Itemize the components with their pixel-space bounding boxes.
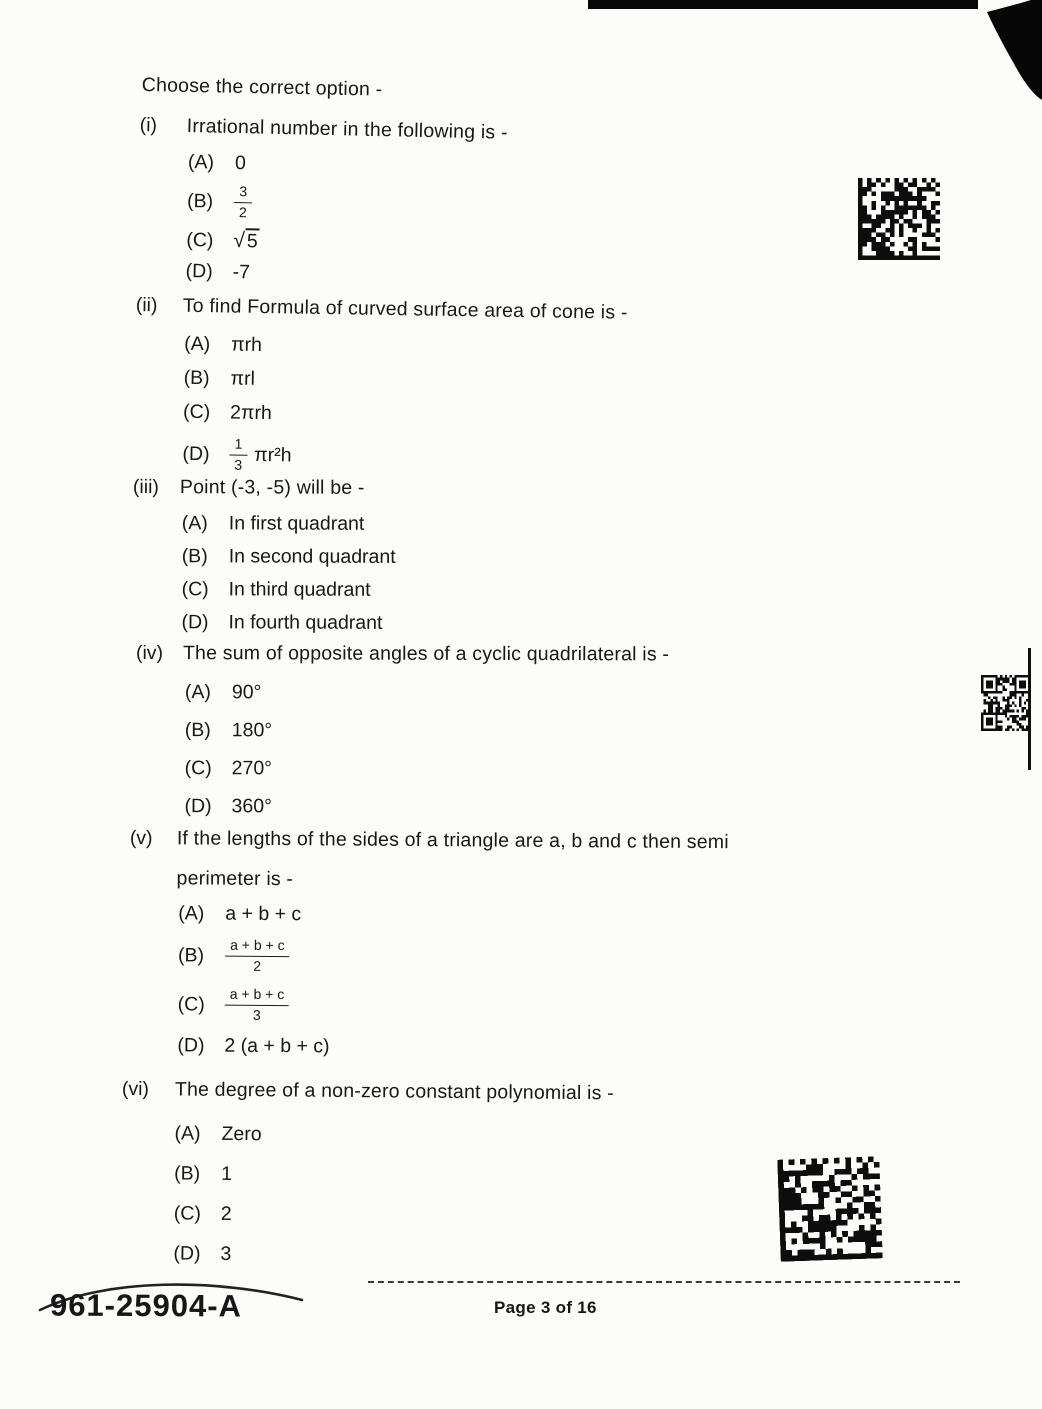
option-row <box>183 399 626 433</box>
option-text: In first quadrant <box>228 512 365 535</box>
option-row <box>174 1120 613 1151</box>
option-row <box>174 1160 613 1191</box>
question-number: (ii) <box>135 293 158 317</box>
question-text-line2: perimeter is - <box>176 867 294 891</box>
fraction-numerator: a + b + c <box>225 937 290 957</box>
radical-sign: √ <box>233 228 246 253</box>
fraction-denominator: 2 <box>238 203 247 220</box>
option-text: 90° <box>231 681 262 704</box>
option-label: (D) <box>177 1034 205 1057</box>
option-row <box>173 1240 612 1271</box>
option-row <box>185 679 669 707</box>
option-row <box>185 258 505 292</box>
question-iv <box>136 640 670 821</box>
option-text: πrh <box>231 333 263 356</box>
option-row <box>178 983 728 1029</box>
question-text: The degree of a non-zero constant polynomial is - <box>174 1078 615 1105</box>
datamatrix-barcode-top <box>858 178 940 260</box>
question-number: (v) <box>129 826 153 850</box>
page-number-label: Page 3 of 16 <box>494 1298 597 1317</box>
option-label: (A) <box>187 151 215 174</box>
option-label: (C) <box>182 400 211 424</box>
option-label: (B) <box>174 1162 201 1185</box>
option-label: (B) <box>183 366 210 390</box>
options-list <box>120 1120 613 1271</box>
option-text: In third quadrant <box>228 578 371 601</box>
option-label: (B) <box>181 545 208 568</box>
fraction-denominator: 3 <box>252 1006 261 1023</box>
radicand: 5 <box>245 228 260 252</box>
question-number: (vi) <box>121 1077 150 1101</box>
option-text: 360° <box>231 795 272 818</box>
option-row <box>182 510 396 538</box>
option-text: 180° <box>231 719 273 742</box>
question-text: Irrational number in the following is - <box>186 114 508 144</box>
question-v <box>128 818 729 1063</box>
question-text <box>176 818 728 902</box>
option-row <box>181 609 395 637</box>
option-label: (B) <box>186 189 214 213</box>
question-text-line1: If the lengths of the sides of a triangle are a, b and c then semi <box>176 827 729 854</box>
option-text: In fourth quadrant <box>228 611 383 634</box>
option-label: (A) <box>184 332 211 356</box>
option-row <box>182 576 396 604</box>
footer-dashed-separator <box>368 1281 960 1283</box>
option-text: 0 <box>234 152 247 175</box>
options-list <box>136 148 507 292</box>
datamatrix-barcode-bottom <box>777 1156 882 1261</box>
fraction <box>225 935 290 977</box>
option-row <box>185 755 669 783</box>
option-row <box>186 226 506 261</box>
options-list <box>136 679 670 821</box>
option-label: (C) <box>177 992 205 1016</box>
option-label: (D) <box>185 259 213 283</box>
option-row <box>185 717 669 745</box>
option-label: (A) <box>184 681 211 704</box>
option-text: 270° <box>231 757 273 780</box>
option-label: (A) <box>181 512 208 535</box>
option-text: πr²h <box>254 443 292 466</box>
option-row <box>187 180 507 229</box>
option-text: Zero <box>221 1122 262 1146</box>
option-label: (C) <box>184 757 212 780</box>
option-row <box>182 543 396 571</box>
fraction-denominator: 2 <box>253 957 262 974</box>
option-label: (D) <box>173 1242 201 1265</box>
option-label: (C) <box>181 578 209 601</box>
options-list <box>132 510 395 637</box>
question-number: (iv) <box>135 642 164 665</box>
question-vi <box>120 1076 614 1271</box>
option-text: -7 <box>232 260 251 284</box>
option-label: (B) <box>177 943 205 967</box>
option-label: (B) <box>184 719 211 742</box>
option-row <box>188 149 508 183</box>
fraction-numerator: 3 <box>234 183 252 203</box>
option-label: (D) <box>182 442 210 465</box>
option-label: (C) <box>186 228 214 252</box>
option-row <box>174 1200 613 1231</box>
question-text: Point (-3, -5) will be - <box>179 476 365 499</box>
option-label: (D) <box>181 611 209 634</box>
option-text: πrl <box>230 367 256 390</box>
options-list <box>128 900 728 1063</box>
question-i <box>136 112 508 292</box>
question-number: (iii) <box>132 476 159 499</box>
option-label: (A) <box>174 1122 201 1145</box>
option-row <box>184 331 627 365</box>
option-text: In second quadrant <box>228 545 396 568</box>
option-row <box>178 900 728 931</box>
option-text: 1 <box>221 1162 233 1185</box>
options-list <box>133 330 627 482</box>
fraction-numerator: a + b + c <box>225 986 290 1006</box>
question-ii <box>133 292 628 482</box>
fraction-denominator: 3 <box>234 456 243 473</box>
option-row <box>183 365 626 399</box>
fraction-numerator: 1 <box>229 435 247 455</box>
option-text: a + b + c <box>225 902 302 926</box>
question-number: (i) <box>139 113 158 137</box>
option-row <box>178 934 728 980</box>
question-iii <box>132 474 396 637</box>
option-text: 2 (a + b + c) <box>224 1034 330 1058</box>
scan-artifact-corner-mark <box>985 0 1042 112</box>
paper-code: 961-25904-A <box>49 1287 243 1324</box>
scan-artifact-top-bar <box>588 0 978 9</box>
fraction <box>229 433 247 475</box>
option-label: (D) <box>184 795 212 818</box>
qr-code-right-edge <box>981 675 1031 731</box>
option-label: (A) <box>178 902 205 925</box>
option-label: (C) <box>173 1202 201 1225</box>
fraction <box>225 984 290 1026</box>
question-text: To find Formula of curved surface area of cone is - <box>182 294 628 324</box>
option-text: 2πrh <box>229 401 272 425</box>
fraction <box>234 181 253 223</box>
option-text: 3 <box>220 1242 232 1265</box>
option-row <box>177 1032 727 1063</box>
instruction-text: Choose the correct option - <box>141 74 383 101</box>
option-text: 2 <box>220 1202 232 1225</box>
option-row <box>185 793 669 821</box>
square-root-expression <box>233 227 260 256</box>
question-text: The sum of opposite angles of a cyclic quadrilateral is - <box>182 642 670 666</box>
